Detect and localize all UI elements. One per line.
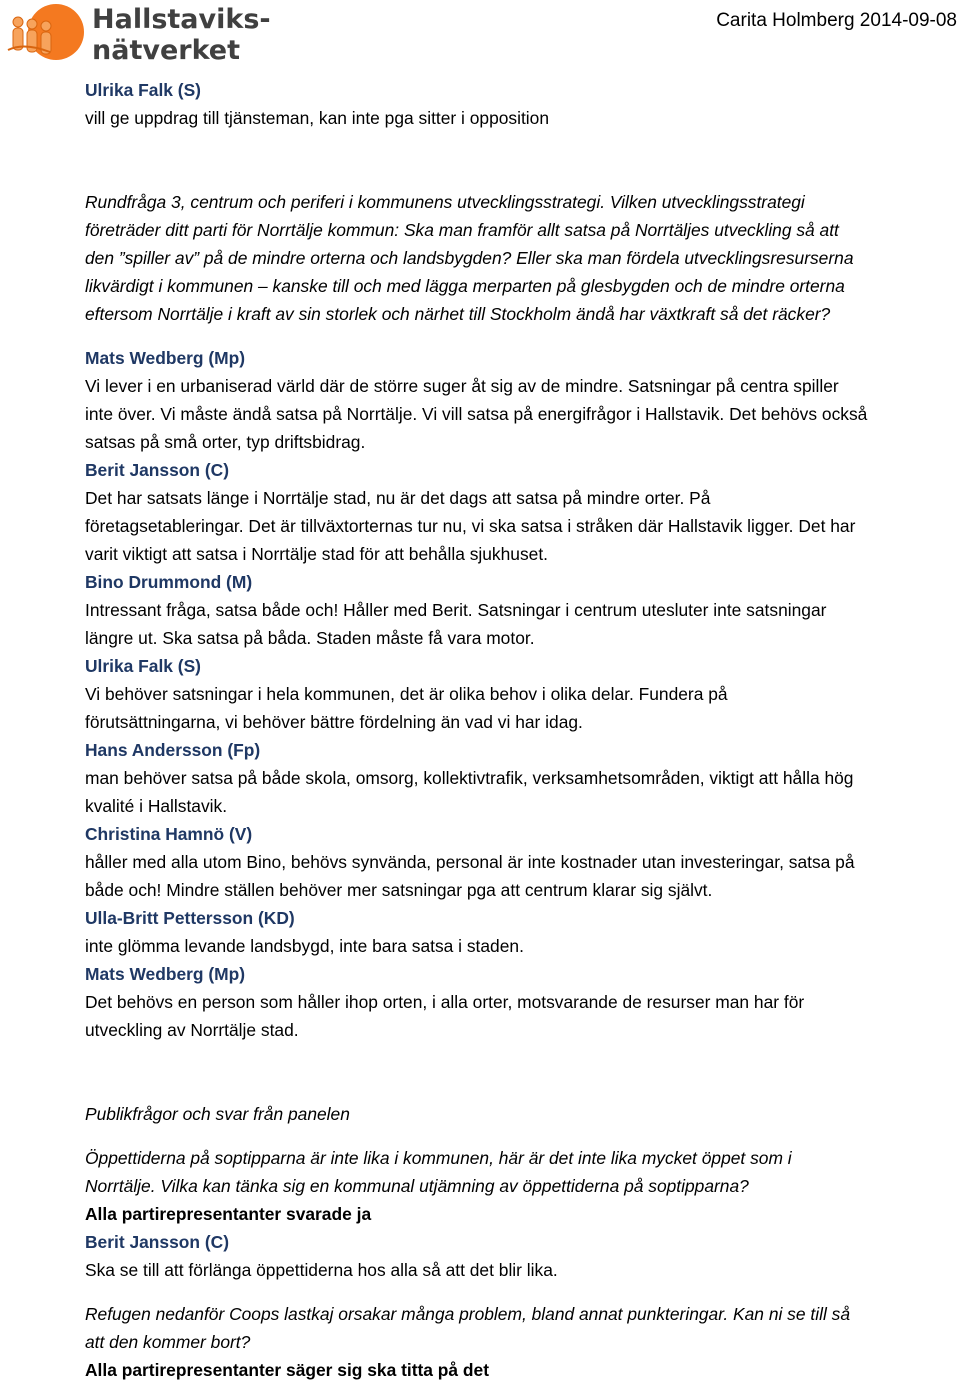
public-question-1	[85, 1144, 955, 1200]
speaker-name: Berit Jansson (C)	[85, 1232, 229, 1252]
answer-block	[85, 904, 955, 960]
question-line: att den kommer bort?	[85, 1332, 251, 1352]
answer-line: förutsättningarna, vi behöver bättre fördelning än vad vi har idag.	[85, 712, 583, 732]
answer-line: Vi lever i en urbaniserad värld där de större suger åt sig av de mindre. Satsningar på centra spiller	[85, 376, 839, 396]
answer-line: kvalité i Hallstavik.	[85, 796, 228, 816]
answer-line: satsas på små orter, typ driftsbidrag.	[85, 432, 366, 452]
answer-line: Intressant fråga, satsa både och! Håller med Berit. Satsningar i centrum utesluter inte satsningar	[85, 600, 827, 620]
answer-block	[85, 960, 955, 1044]
answer-block	[85, 652, 955, 736]
spacer	[85, 1284, 955, 1300]
answer-line: håller med alla utom Bino, behövs synvända, personal är inte kostnader utan investeringar, satsa på	[85, 852, 855, 872]
answer-block	[85, 568, 955, 652]
speaker-name: Ulrika Falk (S)	[85, 656, 201, 676]
answer-line: Det behövs en person som håller ihop orten, i alla orter, motsvarande de resurser man har för	[85, 992, 805, 1012]
question-line: Refugen nedanför Coops lastkaj orsakar många problem, bland annat punkteringar. Kan ni se till så	[85, 1304, 851, 1324]
answer-line: både och! Mindre ställen behöver mer satsningar pga att centrum klarar sig självt.	[85, 880, 713, 900]
answer-block	[85, 820, 955, 904]
hallstaviks-natverket-logo	[4, 2, 271, 68]
question-line: den ”spiller av” på de mindre orterna och landsbygden? Eller ska man fördela utvecklingsresurserna	[85, 248, 854, 268]
answer-line: Vi behöver satsningar i hela kommunen, det är olika behov i olika delar. Fundera på	[85, 684, 728, 704]
answer-line: varit viktigt att satsa i Norrtälje stad för att behålla sjukhuset.	[85, 544, 548, 564]
question-line: eftersom Norrtälje i kraft av sin storlek och närhet till Stockholm ändå har växtkraft så det räcker?	[85, 304, 831, 324]
spacer	[85, 132, 955, 188]
logo-line-2: nätverket	[92, 35, 241, 66]
answer-line: företagsetableringar. Det är tillväxtorternas tur nu, vi ska satsa i stråken där Hallstavik ligger. Det har	[85, 516, 856, 536]
answer-line: inte glömma levande landsbygd, inte bara satsa i staden.	[85, 936, 524, 956]
speaker-name: Mats Wedberg (Mp)	[85, 348, 246, 368]
speaker-statement: vill ge uppdrag till tjänsteman, kan inte pga sitter i opposition	[85, 108, 550, 128]
spacer	[85, 1128, 955, 1144]
speaker-name: Berit Jansson (C)	[85, 460, 229, 480]
people-group-icon	[4, 2, 86, 68]
document-body	[85, 76, 955, 1384]
speaker-name: Hans Andersson (Fp)	[85, 740, 261, 760]
speaker-name: Ulla-Britt Pettersson (KD)	[85, 908, 295, 928]
collective-answer: Alla partirepresentanter säger sig ska titta på det	[85, 1360, 489, 1380]
answer-block	[85, 736, 955, 820]
speaker-name: Ulrika Falk (S)	[85, 80, 201, 100]
answer-line: Det har satsats länge i Norrtälje stad, nu är det dags att satsa på mindre orter. På	[85, 488, 711, 508]
logo-wordmark	[92, 4, 271, 66]
logo-line-1: Hallstaviks-	[92, 4, 271, 35]
question-line: likvärdigt i kommunen – kanske till och med lägga merparten på glesbygden och de mindre orterna	[85, 276, 845, 296]
question-line: Norrtälje. Vilka kan tänka sig en kommunal utjämning av öppettiderna på soptipparna?	[85, 1176, 749, 1196]
question-3	[85, 188, 955, 328]
question-line: Öppettiderna på soptipparna är inte lika i kommunen, här är det inte lika mycket öppet som i	[85, 1148, 792, 1168]
answer-line: inte över. Vi måste ändå satsa på Norrtälje. Vi vill satsa på energifrågor i Hallstavik. Det behövs också	[85, 404, 868, 424]
speaker-name: Christina Hamnö (V)	[85, 824, 253, 844]
public-question-2	[85, 1300, 955, 1356]
author-date: Carita Holmberg 2014-09-08	[716, 10, 957, 31]
answer-line: Ska se till att förlänga öppettiderna hos alla så att det blir lika.	[85, 1260, 558, 1280]
speaker-name: Bino Drummond (M)	[85, 572, 253, 592]
collective-answer: Alla partirepresentanter svarade ja	[85, 1204, 372, 1224]
spacer	[85, 328, 955, 344]
answer-line: längre ut. Ska satsa på båda. Staden måste få vara motor.	[85, 628, 535, 648]
answer-line: utveckling av Norrtälje stad.	[85, 1020, 299, 1040]
spacer	[85, 1044, 955, 1100]
answer-block	[85, 456, 955, 568]
speaker-name: Mats Wedberg (Mp)	[85, 964, 246, 984]
question-line: företräder ditt parti för Norrtälje kommun: Ska man framför allt satsa på Norrtäljes utveckling så att	[85, 220, 839, 240]
answer-line: man behöver satsa på både skola, omsorg, kollektivtrafik, verksamhetsområden, viktigt att hålla hög	[85, 768, 854, 788]
section-heading: Publikfrågor och svar från panelen	[85, 1104, 350, 1124]
answer-block	[85, 344, 955, 456]
question-line: Rundfråga 3, centrum och periferi i kommunens utvecklingsstrategi. Vilken utvecklingsstrategi	[85, 192, 805, 212]
